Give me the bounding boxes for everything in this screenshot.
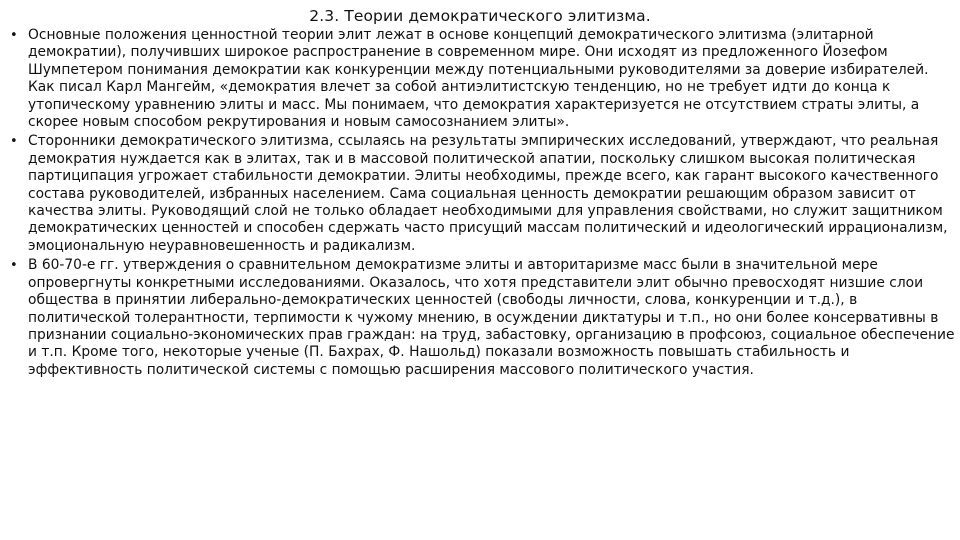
bullet-text-2: Сторонники демократического элитизма, ссылаясь на результаты эмпирических исследований, утверждают, что реальная демократия нуждается как в элитах, так и в массовой политической апатии, поскольку слишком высокая политическая партиципация угрожает стабильности демократии. Элиты необходимы, прежде всего, как гарант высокого качественного состава руководителей, избранных населением. Сама социальная ценность демократии решающим образом зависит от качества элиты. Руководящий слой не только обладает необходимыми для управления свойствами, но служит защитником демократических ценностей и способен сдержать часто присущий массам политический и идеологический иррационализм, эмоциональную неуравновешенность и радикализм. xyxy=(28,133,948,254)
bullet-text-3: В 60-70-е гг. утверждения о сравнительном демократизме элиты и авторитаризме масс были в значительной мере опровергнуты конкретными исследованиями. Оказалось, что хотя представители элит обычно превосходят низшие слои общества в принятии либерально-демократических ценностей (свободы личности, слова, конкуренции и т.д.), в политической толерантности, терпимости к чужому мнению, в осуждении диктатуры и т.п., но они более консервативны в признании социально-экономических прав граждан: на труд, забастовку, организацию в профсоюз, социальное обеспечение и т.п. Кроме того, некоторые ученые (П. Бахрах, Ф. Нашольд) показали возможность повышать стабильность и эффективность политической системы с помощью расширения массового политического участия. xyxy=(28,257,955,378)
bullet-item-3 xyxy=(10,257,955,379)
bullet-list xyxy=(10,27,955,381)
bullet-text-1: Основные положения ценностной теории элит лежат в основе концепций демократического элитизма (элитарной демократии), получивших широкое распространение в современном мире. Они исходят из предложенного Йозефом Шумпетером понимания демократии как конкуренции между потенциальными руководителями за доверие избирателей. Как писал Карл Мангейм, «демократия влечет за собой антиэлитистскую тенденцию, но не требует идти до конца к утопическому уравнению элиты и масс. Мы понимаем, что демократия характеризуется не отсутствием страты элиты, а скорее новым способом рекрутирования и новым самосознанием элиты». xyxy=(28,27,929,131)
bullet-marker: • xyxy=(10,28,18,43)
bullet-item-2 xyxy=(10,133,955,255)
bullet-marker: • xyxy=(10,258,18,274)
bullet-item-1 xyxy=(10,27,955,131)
slide-title: 2.3. Теории демократического элитизма. xyxy=(309,7,651,25)
bullet-marker: • xyxy=(10,134,18,150)
